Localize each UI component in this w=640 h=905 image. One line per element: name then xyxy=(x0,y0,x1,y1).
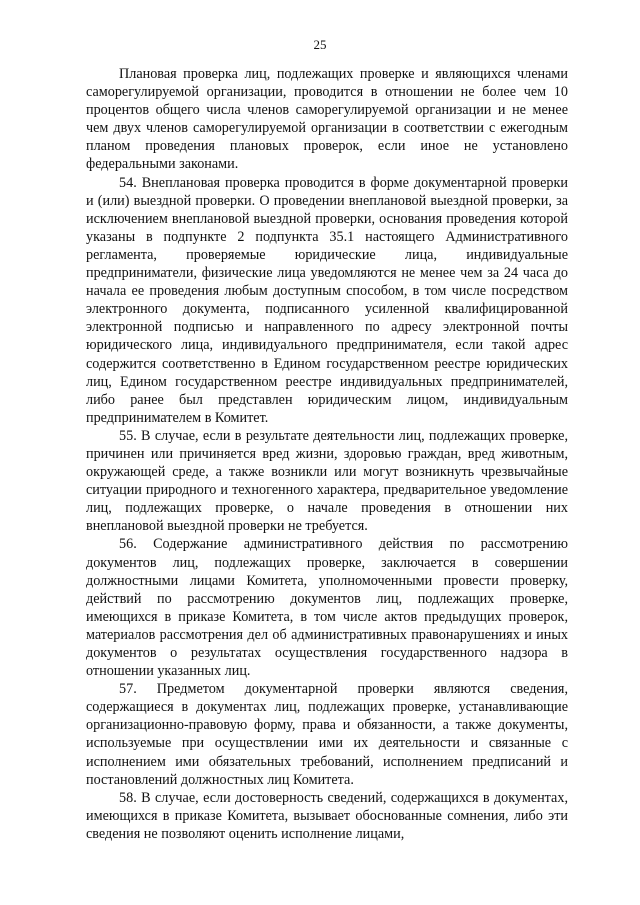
paragraph-56: 56. Содержание административного действия по рассмотрению документов лиц, подлежащих проверке, заключается в совершении должностными лицами Комитета, уполномоченными провести проверку, действий по рассмотрению документов лиц, подлежащих проверке, имеющихся в приказе Комитета, в том числе актов предыдущих проверок, материалов рассмотрения дел об административных правонарушениях и иных документов о результатах осуществления государственного надзора в отношении указанных лиц. xyxy=(86,536,568,680)
paragraph-57: 57. Предметом документарной проверки являются сведения, содержащиеся в документах лиц, подлежащих проверке, устанавливающие организационно-правовую форму, права и обязанности, а также документы, используемые при осуществлении ими их деятельности и связанные с исполнением ими обязательных требований, исполнением предписаний и постановлений должностных лиц Комитета. xyxy=(86,681,568,788)
paragraph-55: 55. В случае, если в результате деятельности лиц, подлежащих проверке, причинен или причиняется вред жизни, здоровью граждан, вред животным, окружающей среде, а также возникли или могут возникнуть чрезвычайные ситуации природного и техногенного характера, предварительное уведомление лиц, подлежащих проверке, о начале проведения в отношении них внеплановой выездной проверки не требуется. xyxy=(86,427,568,535)
document-body xyxy=(86,65,568,843)
paragraph-58: 58. В случае, если достоверность сведений, содержащихся в документах, имеющихся в приказе Комитета, вызывает обоснованные сомнения, либо эти сведения не позволяют оценить исполнение лицами, xyxy=(86,789,568,842)
paragraph-planned-inspection: Плановая проверка лиц, подлежащих проверке и являющихся членами саморегулируемой организации, проводится в отношении не более чем 10 процентов общего числа членов саморегулируемой организации и не менее чем двух членов саморегулируемой организации в соответствии с ежегодным планом проведения плановых проверок, если иное не установлено федеральными законами. xyxy=(86,66,568,173)
paragraph-54: 54. Внеплановая проверка проводится в форме документарной проверки и (или) выездной проверки. О проведении внеплановой выездной проверки, за исключением внеплановой выездной проверки, основания проведения которой указаны в подпункте 2 подпункта 35.1 настоящего Административного регламента, проверяемые юридические лица, индивидуальные предприниматели, физические лица уведомляются не менее чем за 24 часа до начала ее проведения любым доступным способом, в том числе посредством электронного документа, подписанного усиленной квалифицированной электронной подписью и направленного по адресу электронной почты юридического лица, индивидуального предпринимателя, если такой адрес содержится соответственно в Едином государственном реестре юридических лиц, Едином государственном реестре индивидуальных предпринимателей, либо ранее был представлен юридическим лицом, индивидуальным предпринимателем в Комитет. xyxy=(86,174,568,426)
page-number: 25 xyxy=(313,37,327,52)
